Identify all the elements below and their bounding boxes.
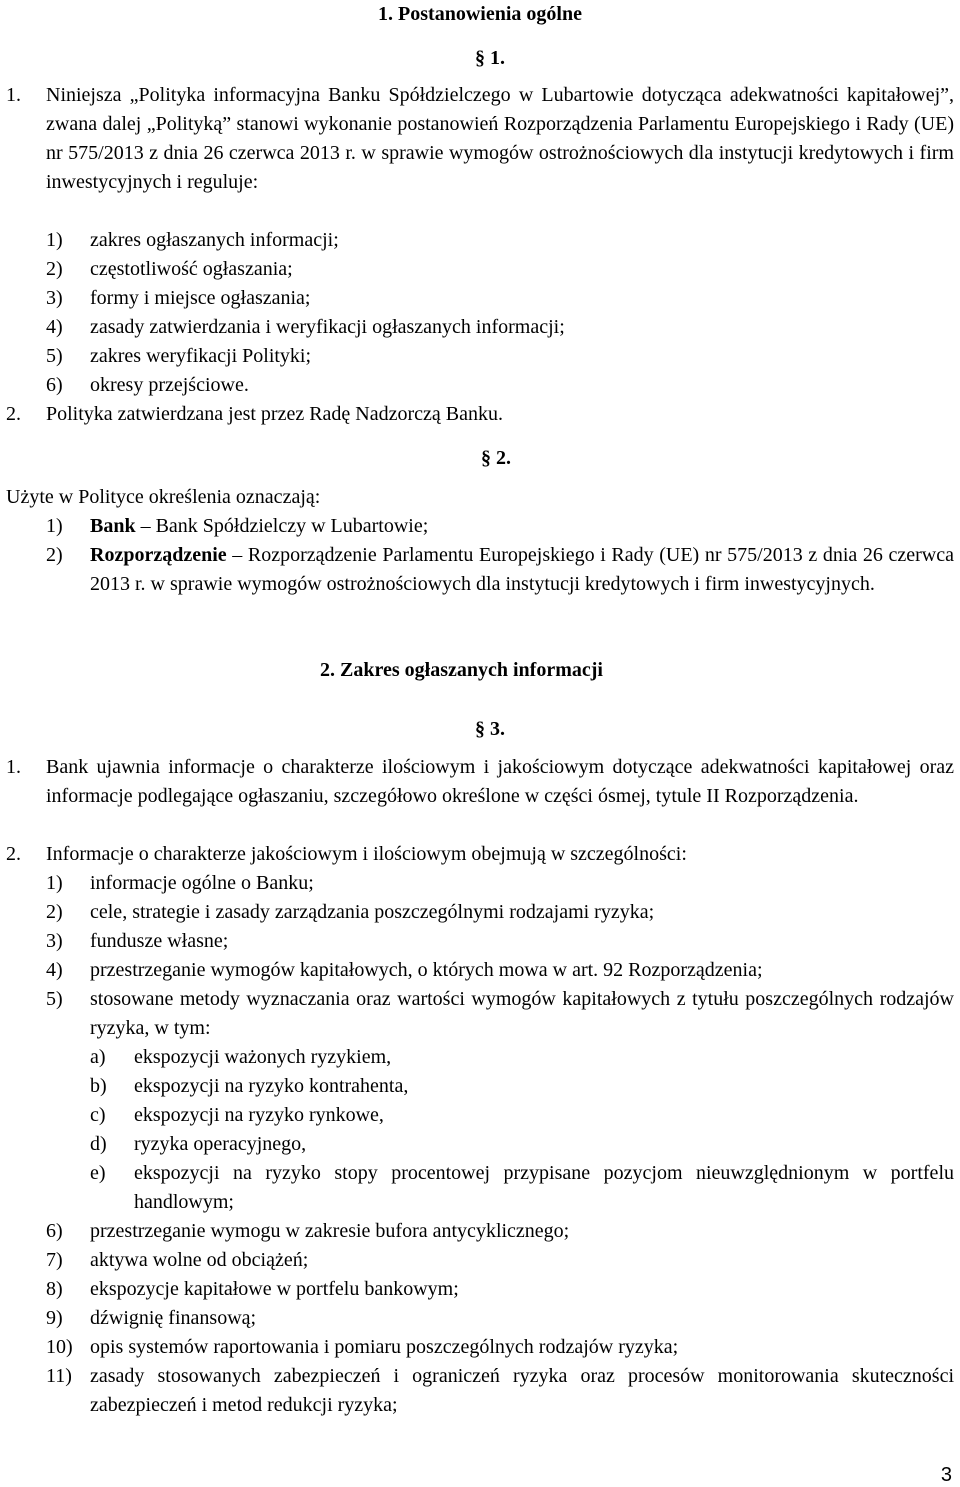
paragraph-mark-1: § 1. <box>475 47 505 69</box>
par1-point2-text: Polityka zatwierdzana jest przez Radę Nadzorczą Banku. <box>46 403 504 425</box>
par3-sublist <box>46 1043 954 1217</box>
list-item: 1) zakres ogłaszanych informacji; <box>46 229 339 251</box>
par3-point2-text: Informacje o charakterze jakościowym i ilościowym obejmują w szczególności: <box>46 843 687 865</box>
sublist-item: b) ekspozycji na ryzyko kontrahenta, <box>90 1075 409 1097</box>
definition-rozporzadzenie: 2) Rozporządzenie – Rozporządzenie Parlamentu Europejskiego i Rady (UE) nr 575/2013 z dnia 26 czerwca 2013 r. w sprawie wymogów ostrożnościowych dla instytucji kredytowych i firm inwestycyjnych. <box>46 544 954 595</box>
par3-point1 <box>6 753 954 811</box>
sublist-item: c) ekspozycji na ryzyko rynkowe, <box>90 1104 384 1126</box>
par1-list <box>46 226 954 400</box>
list-item: 11) zasady stosowanych zabezpieczeń i ograniczeń ryzyka oraz procesów monitorowania skuteczności zabezpieczeń i metod redukcji ryzyka; <box>46 1365 954 1416</box>
sublist-item: a) ekspozycji ważonych ryzykiem, <box>90 1046 392 1068</box>
list-item: 5) stosowane metody wyznaczania oraz wartości wymogów kapitałowych z tytułu poszczególnych rodzajów ryzyka, w tym: <box>46 988 954 1039</box>
sublist-item: e) ekspozycji na ryzyko stopy procentowej przypisane pozycjom nieuwzględnionym w portfelu handlowym; <box>90 1162 954 1213</box>
list-item: 2) częstotliwość ogłaszania; <box>46 258 293 280</box>
definitions-list <box>46 512 954 599</box>
list-item: 3) fundusze własne; <box>46 930 229 952</box>
par3-point2 <box>6 840 954 869</box>
sublist-item: d) ryzyka operacyjnego, <box>90 1133 307 1155</box>
list-item: 9) dźwignię finansową; <box>46 1307 257 1329</box>
par3-point1-number: 1. <box>6 756 21 778</box>
list-item: 2) cele, strategie i zasady zarządzania poszczególnymi rodzajami ryzyka; <box>46 901 655 923</box>
par2-intro: Użyte w Polityce określenia oznaczają: <box>6 486 321 508</box>
list-item: 1) informacje ogólne o Banku; <box>46 872 314 894</box>
list-item: 3) formy i miejsce ogłaszania; <box>46 287 311 309</box>
list-item: 4) zasady zatwierdzania i weryfikacji ogłaszanych informacji; <box>46 316 565 338</box>
page-number: 3 <box>940 1464 952 1486</box>
definition-bank: 1) Bank – Bank Spółdzielczy w Lubartowie; <box>46 515 429 537</box>
section-title-1: 1. Postanowienia ogólne <box>378 3 582 25</box>
list-item: 7) aktywa wolne od obciążeń; <box>46 1249 309 1271</box>
paragraph-mark-2: § 2. <box>481 447 511 469</box>
definition-term: Bank <box>90 515 136 537</box>
par1-point1-number: 1. <box>6 84 21 106</box>
list-item: 6) przestrzeganie wymogu w zakresie bufora antycyklicznego; <box>46 1220 570 1242</box>
list-item: 4) przestrzeganie wymogów kapitałowych, o których mowa w art. 92 Rozporządzenia; <box>46 959 763 981</box>
par1-point2-number: 2. <box>6 403 21 425</box>
list-item: 5) zakres weryfikacji Polityki; <box>46 345 312 367</box>
section-title-2: 2. Zakres ogłaszanych informacji <box>320 659 603 681</box>
paragraph-mark-3: § 3. <box>475 718 505 740</box>
par1-point2 <box>6 400 954 429</box>
list-item: 10) opis systemów raportowania i pomiaru poszczególnych rodzajów ryzyka; <box>46 1336 679 1358</box>
par1-point1-text: Niniejsza „Polityka informacyjna Banku Spółdzielczego w Lubartowie dotycząca adekwatności kapitałowej”, zwana dalej „Polityką” stanowi wykonanie postanowień Rozporządzenia Parlamentu Europejskiego i Rady (UE) nr 575/2013 z dnia 26 czerwca 2013 r. w sprawie wymogów ostrożnościowych dla instytucji kredytowych i firm inwestycyjnych i reguluje: <box>46 84 954 193</box>
par1-point1 <box>6 81 954 197</box>
par3-point1-text: Bank ujawnia informacje o charakterze ilościowym i jakościowym dotyczące adekwatności kapitałowej oraz informacje podlegające ogłaszaniu, szczegółowo określone w części ósmej, tytule II Rozporządzenia. <box>46 756 954 807</box>
list-item: 6) okresy przejściowe. <box>46 374 249 396</box>
list-item: 8) ekspozycje kapitałowe w portfelu bankowym; <box>46 1278 459 1300</box>
par3-point2-number: 2. <box>6 843 21 865</box>
par3-list <box>46 869 954 1420</box>
definition-term: Rozporządzenie <box>90 544 227 566</box>
